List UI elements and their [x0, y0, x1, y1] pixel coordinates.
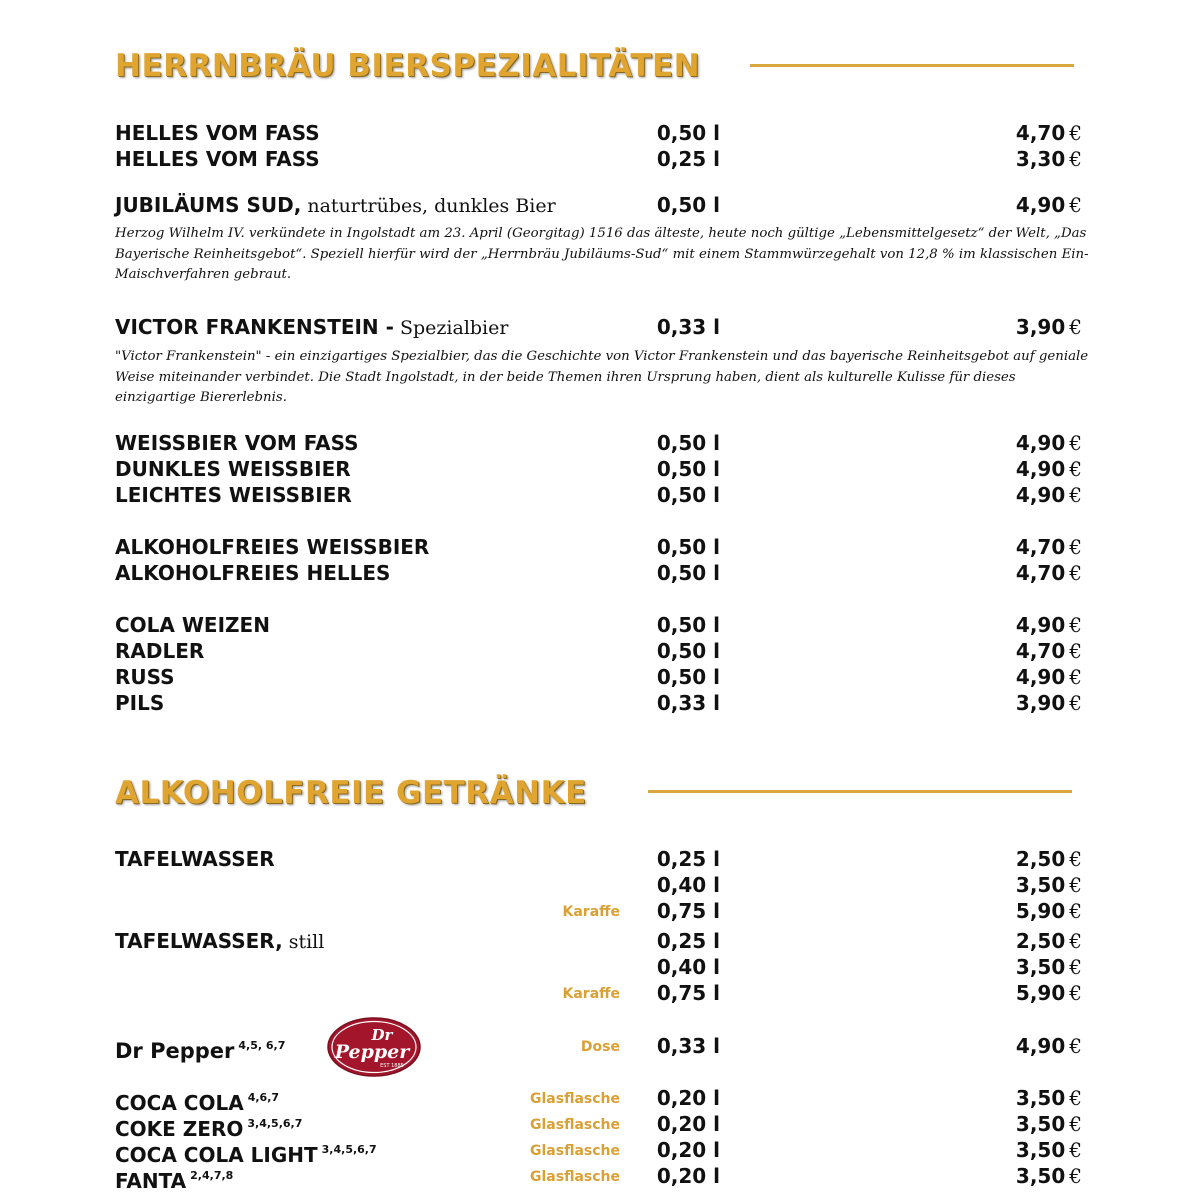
currency-symbol: €	[1069, 1034, 1082, 1058]
menu-item	[0, 898, 1200, 924]
svg-text:EST 1885: EST 1885	[380, 1063, 404, 1069]
menu-item	[0, 612, 1200, 638]
item-description: "Victor Frankenstein" - ein einzigartiges Spezialbier, das die Geschichte von Victor Frankenstein und das bayerische Reinheitsgebot auf geniale Weise miteinander verbindet. Die Stadt Ingolstadt, in der beide Themen ihren Ursprung haben, dient als kulturelle Kulisse für dieses einzigartige Biererlebnis.	[115, 349, 1089, 405]
svg-text:Dr: Dr	[371, 1026, 393, 1044]
item-price: 4,90 €	[1015, 1034, 1082, 1058]
item-price: 4,70 €	[1015, 121, 1082, 145]
item-price: 2,50 €	[1015, 929, 1082, 953]
item-quantity: 0,20 l	[656, 1164, 720, 1188]
item-quantity: 0,50 l	[656, 561, 720, 585]
menu-item	[0, 534, 1200, 560]
currency-symbol: €	[1069, 981, 1082, 1005]
currency-symbol: €	[1069, 665, 1082, 689]
currency-symbol: €	[1069, 315, 1082, 339]
menu-item	[0, 560, 1200, 586]
item-quantity: 0,50 l	[656, 639, 720, 663]
menu-item	[0, 638, 1200, 664]
item-description: Herzog Wilhelm IV. verkündete in Ingolstadt am 23. April (Georgitag) 1516 das älteste, heute noch gültige „Lebensmittelgesetz“ der Welt, „Das Bayerische Reinheitsgebot“. Speziell hierfür wird der „Herrnbräu Jubiläums-Sud“ mit einem Stammwürzegehalt von 12,8 % im klassischen Ein-Maischverfahren gebraut.	[115, 226, 1089, 282]
menu-item	[0, 1085, 1200, 1115]
item-price: 3,30 €	[1015, 147, 1082, 171]
item-quantity: 0,20 l	[656, 1112, 720, 1136]
item-name: JUBILÄUMS SUD, naturtrübes, dunkles Bier	[115, 193, 556, 217]
item-quantity: 0,50 l	[656, 613, 720, 637]
item-subtitle: naturtrübes, dunkles Bier	[301, 195, 556, 217]
item-quantity: 0,75 l	[656, 899, 720, 923]
currency-symbol: €	[1069, 483, 1082, 507]
item-price: 3,50 €	[1015, 955, 1082, 979]
menu-item	[0, 846, 1200, 872]
item-quantity: 0,33 l	[656, 315, 720, 339]
menu-item	[0, 120, 1200, 146]
section-title-beer: HERRNBRÄU BIERSPEZIALITÄTEN	[115, 48, 701, 84]
currency-symbol: €	[1069, 561, 1082, 585]
additive-footnote: 2,4,7,8	[190, 1169, 234, 1182]
currency-symbol: €	[1069, 1138, 1082, 1162]
item-quantity: 0,50 l	[656, 193, 720, 217]
item-price: 3,50 €	[1015, 873, 1082, 897]
currency-symbol: €	[1069, 121, 1082, 145]
item-name: COCA COLA LIGHT $^{3,4,5,6,7}$	[115, 1143, 377, 1167]
item-price: 3,50 €	[1015, 1164, 1082, 1188]
container-label: Glasflasche	[530, 1117, 620, 1133]
item-quantity: 0,40 l	[656, 873, 720, 897]
menu-item	[0, 456, 1200, 482]
item-quantity: 0,20 l	[656, 1086, 720, 1110]
currency-symbol: €	[1069, 639, 1082, 663]
item-quantity: 0,40 l	[656, 955, 720, 979]
container-label: Glasflasche	[530, 1091, 620, 1107]
item-name: ALKOHOLFREIES WEISSBIER	[115, 535, 430, 559]
item-name: COKE ZERO $^{3,4,5,6,7}$	[115, 1117, 303, 1141]
currency-symbol: €	[1069, 613, 1082, 637]
menu-item	[0, 872, 1200, 898]
menu-item	[0, 980, 1200, 1006]
currency-symbol: €	[1069, 955, 1082, 979]
menu-item	[0, 314, 1200, 340]
item-price: 4,90 €	[1015, 431, 1082, 455]
item-name: TAFELWASSER	[115, 847, 275, 871]
item-price: 2,50 €	[1015, 847, 1082, 871]
item-name: COLA WEIZEN	[115, 613, 270, 637]
item-name: HELLES VOM FASS	[115, 121, 320, 145]
currency-symbol: €	[1069, 1086, 1082, 1110]
item-price: 4,70 €	[1015, 561, 1082, 585]
item-quantity: 0,50 l	[656, 665, 720, 689]
currency-symbol: €	[1069, 1112, 1082, 1136]
item-quantity: 0,50 l	[656, 457, 720, 481]
item-price: 4,70 €	[1015, 535, 1082, 559]
item-price: 4,90 €	[1015, 613, 1082, 637]
item-quantity: 0,25 l	[656, 847, 720, 871]
item-subtitle: Spezialbier	[393, 317, 509, 339]
dr-pepper-logo	[326, 1016, 422, 1078]
item-name: DUNKLES WEISSBIER	[115, 457, 351, 481]
currency-symbol: €	[1069, 147, 1082, 171]
item-price: 4,90 €	[1015, 193, 1082, 217]
menu-item	[0, 430, 1200, 456]
item-price: 4,90 €	[1015, 665, 1082, 689]
additive-footnote: 3,4,5,6,7	[247, 1117, 303, 1130]
menu-item	[0, 1137, 1200, 1167]
item-price: 4,70 €	[1015, 639, 1082, 663]
item-name: FANTA $^{2,4,7,8}$	[115, 1169, 234, 1193]
item-name: WEISSBIER VOM FASS	[115, 431, 359, 455]
container-label: Dose	[580, 1039, 620, 1055]
section-divider	[750, 64, 1074, 67]
item-quantity: 0,50 l	[656, 431, 720, 455]
menu-item	[0, 1163, 1200, 1193]
item-price: 5,90 €	[1015, 899, 1082, 923]
menu-item	[0, 690, 1200, 716]
item-quantity: 0,33 l	[656, 1034, 720, 1058]
container-label: Karaffe	[562, 904, 620, 920]
item-price: 5,90 €	[1015, 981, 1082, 1005]
currency-symbol: €	[1069, 873, 1082, 897]
currency-symbol: €	[1069, 899, 1082, 923]
menu-item	[0, 482, 1200, 508]
menu-item	[0, 146, 1200, 172]
menu-item	[0, 928, 1200, 954]
item-name: HELLES VOM FASS	[115, 147, 320, 171]
item-name: ALKOHOLFREIES HELLES	[115, 561, 391, 585]
item-quantity: 0,20 l	[656, 1138, 720, 1162]
item-quantity: 0,50 l	[656, 535, 720, 559]
container-label: Glasflasche	[530, 1143, 620, 1159]
menu-item	[0, 664, 1200, 690]
item-name: RUSS	[115, 665, 175, 689]
item-quantity: 0,33 l	[656, 691, 720, 715]
section-divider	[648, 790, 1072, 793]
item-name: COCA COLA $^{4,6,7}$	[115, 1091, 280, 1115]
currency-symbol: €	[1069, 535, 1082, 559]
item-price: 4,90 €	[1015, 457, 1082, 481]
item-quantity: 0,25 l	[656, 147, 720, 171]
item-price: 3,90 €	[1015, 315, 1082, 339]
item-quantity: 0,50 l	[656, 121, 720, 145]
item-quantity: 0,50 l	[656, 483, 720, 507]
menu-item	[0, 1033, 1200, 1063]
currency-symbol: €	[1069, 847, 1082, 871]
item-price: 3,50 €	[1015, 1138, 1082, 1162]
item-subtitle: still	[282, 931, 325, 953]
item-quantity: 0,75 l	[656, 981, 720, 1005]
menu-item	[0, 954, 1200, 980]
container-label: Karaffe	[562, 986, 620, 1002]
item-name: VICTOR FRANKENSTEIN - Spezialbier	[115, 315, 509, 339]
currency-symbol: €	[1069, 193, 1082, 217]
additive-footnote: 3,4,5,6,7	[321, 1143, 377, 1156]
item-name: PILS	[115, 691, 165, 715]
item-price: 4,90 €	[1015, 483, 1082, 507]
additive-footnote: 4,5, 6,7	[238, 1039, 286, 1052]
svg-text:Pepper: Pepper	[334, 1041, 410, 1063]
item-price: 3,90 €	[1015, 691, 1082, 715]
item-name: TAFELWASSER, still	[115, 929, 325, 953]
container-label: Glasflasche	[530, 1169, 620, 1185]
item-name: Dr Pepper $^{4,5, 6,7}$	[115, 1039, 286, 1063]
item-name: RADLER	[115, 639, 205, 663]
menu-item	[0, 1111, 1200, 1141]
item-name: LEICHTES WEISSBIER	[115, 483, 352, 507]
item-price: 3,50 €	[1015, 1112, 1082, 1136]
currency-symbol: €	[1069, 431, 1082, 455]
item-price: 3,50 €	[1015, 1086, 1082, 1110]
currency-symbol: €	[1069, 457, 1082, 481]
menu-item	[0, 192, 1200, 218]
section-title-softdrinks: ALKOHOLFREIE GETRÄNKE	[115, 775, 587, 811]
currency-symbol: €	[1069, 929, 1082, 953]
additive-footnote: 4,6,7	[247, 1091, 280, 1104]
item-quantity: 0,25 l	[656, 929, 720, 953]
currency-symbol: €	[1069, 1164, 1082, 1188]
currency-symbol: €	[1069, 691, 1082, 715]
